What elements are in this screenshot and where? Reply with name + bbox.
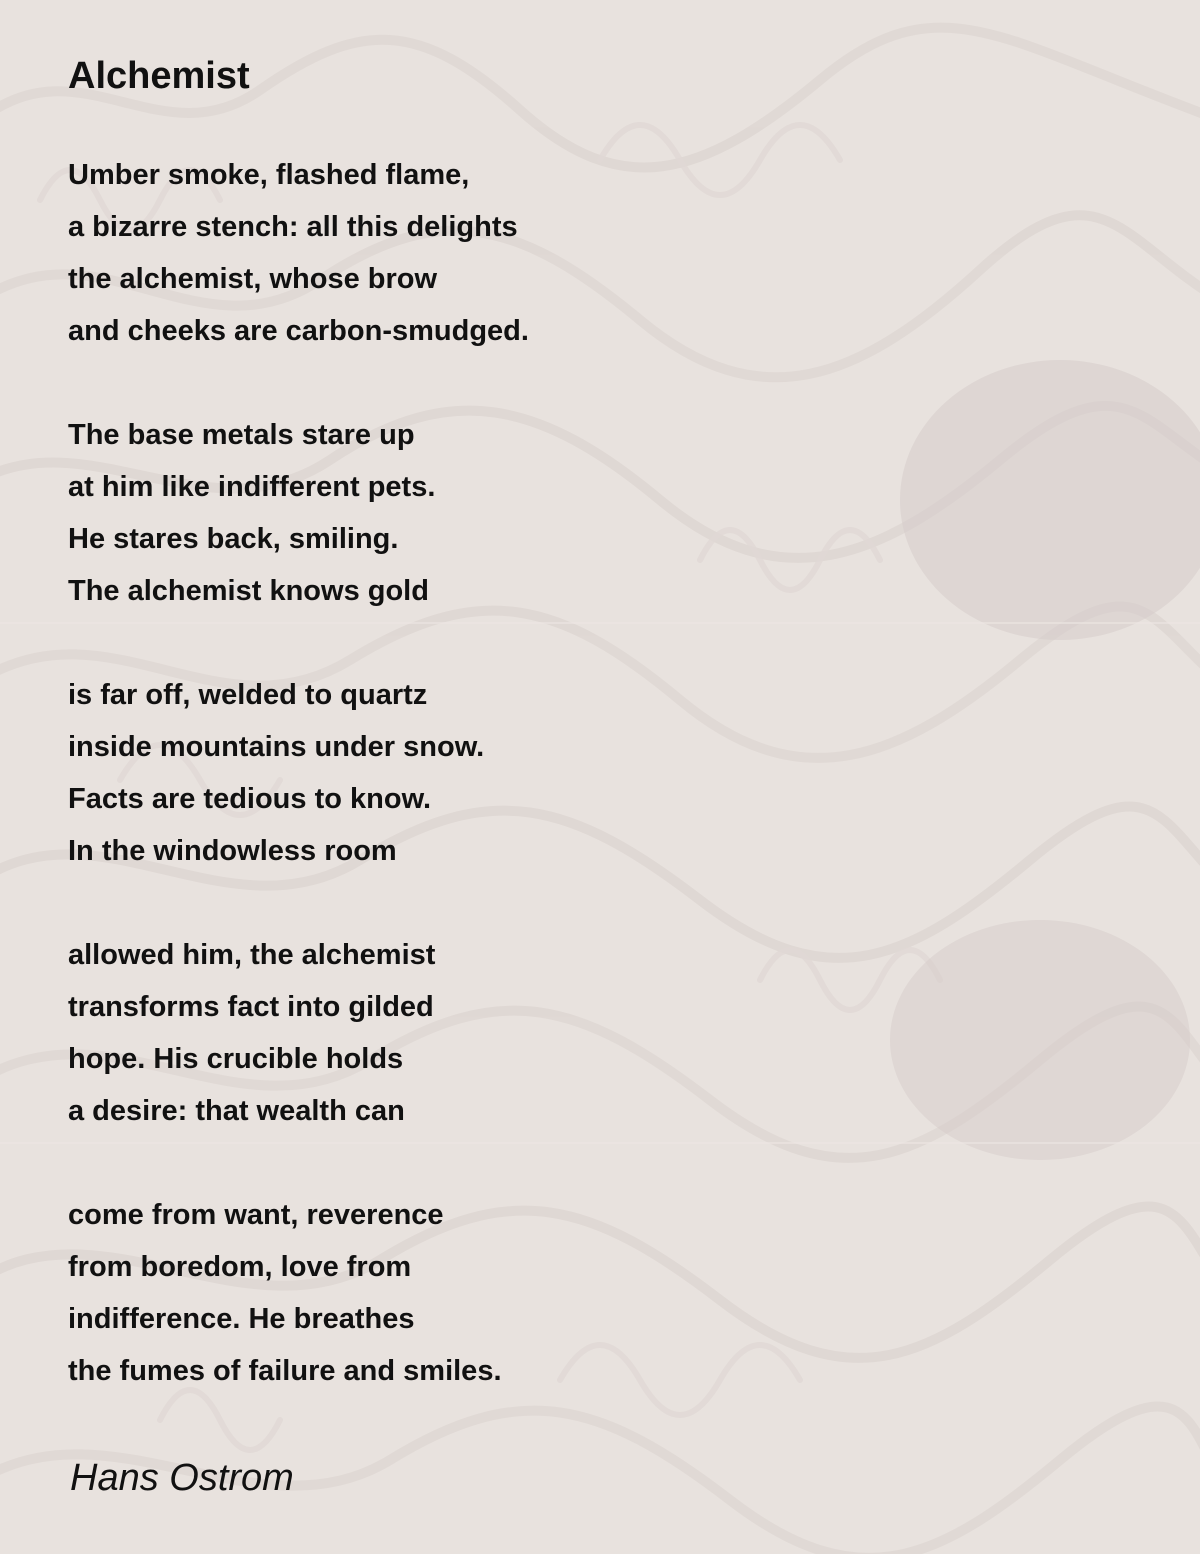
poem-line: The base metals stare up	[68, 419, 415, 451]
poem-line: transforms fact into gilded	[68, 991, 434, 1023]
stanza-1	[68, 149, 529, 357]
poem-line: indifference. He breathes	[68, 1303, 415, 1335]
poem-line: is far off, welded to quartz	[68, 679, 428, 711]
poem-line: The alchemist knows gold	[68, 575, 429, 607]
poem-line: a desire: that wealth can	[68, 1095, 405, 1127]
poem-line: hope. His crucible holds	[68, 1043, 404, 1075]
poem-line: In the windowless room	[68, 835, 397, 867]
poem-line: allowed him, the alchemist	[68, 939, 436, 971]
poem-line: Umber smoke, flashed flame,	[68, 159, 470, 191]
stanza-5	[68, 1189, 502, 1397]
poem-line: inside mountains under snow.	[68, 731, 485, 763]
poem-line: a bizarre stench: all this delights	[68, 211, 518, 243]
poem-line: come from want, reverence	[68, 1199, 444, 1231]
poem-line: the alchemist, whose brow	[68, 263, 438, 295]
poem-line: from boredom, love from	[68, 1251, 412, 1283]
stanza-3	[68, 669, 484, 877]
poem-line: He stares back, smiling.	[68, 523, 399, 555]
stanza-4	[68, 929, 435, 1137]
stanza-2	[68, 409, 435, 617]
poem-line: and cheeks are carbon-smudged.	[68, 315, 529, 347]
poem-line: at him like indifferent pets.	[68, 471, 436, 503]
poem-author: Hans Ostrom	[70, 1457, 294, 1499]
poem-line: the fumes of failure and smiles.	[68, 1355, 502, 1387]
poem-title: Alchemist	[68, 55, 250, 97]
poem-line: Facts are tedious to know.	[68, 783, 432, 815]
